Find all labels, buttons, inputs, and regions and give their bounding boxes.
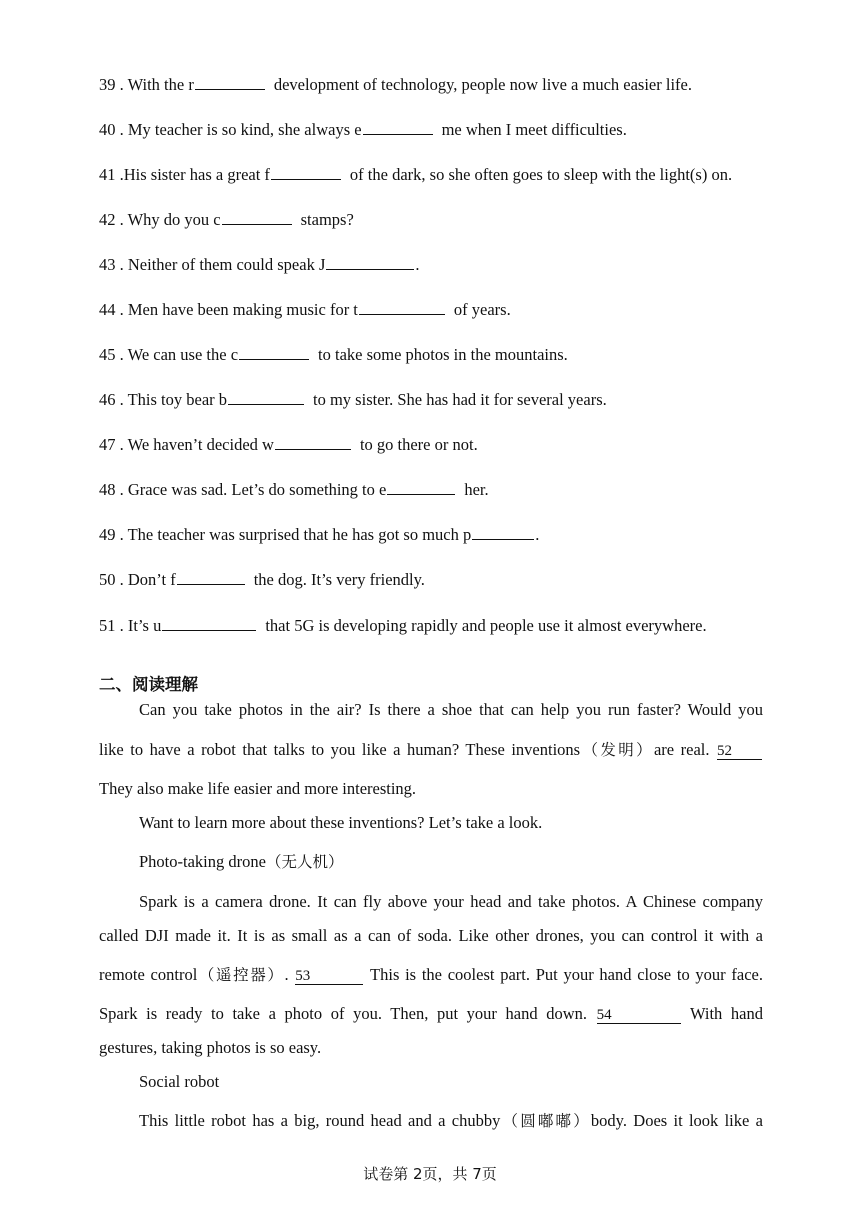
answer-blank[interactable] <box>387 479 455 495</box>
passage-line: like to have a robot that talks to you like a human? These inventions（发明）are real. 52 <box>99 739 763 761</box>
answer-blank[interactable] <box>271 164 341 180</box>
question-43: 43 . Neither of them could speak J . <box>99 255 420 274</box>
answer-blank[interactable] <box>472 524 534 540</box>
passage-line: gestures, taking photos is so easy. <box>99 1038 322 1057</box>
question-42: 42 . Why do you c stamps? <box>99 210 354 229</box>
question-50: 50 . Don’t f the dog. It’s very friendly. <box>99 570 425 589</box>
subheading-drone: Photo-taking drone（无人机） <box>139 852 344 871</box>
blank-54[interactable]: 54 <box>597 1008 681 1024</box>
passage-line: They also make life easier and more interesting. <box>99 779 417 798</box>
blank-53[interactable]: 53 <box>295 969 363 985</box>
question-40: 40 . My teacher is so kind, she always e me when I meet difficulties. <box>99 120 627 139</box>
answer-blank[interactable] <box>222 209 292 225</box>
answer-blank[interactable] <box>228 389 304 405</box>
passage-line: This little robot has a big, round head and a chubby（圆嘟嘟）body. Does it look like a <box>139 1111 763 1130</box>
subheading-robot: Social robot <box>139 1072 220 1091</box>
question-45: 45 . We can use the c to take some photos in the mountains. <box>99 345 568 364</box>
question-44: 44 . Men have been making music for t of years. <box>99 300 511 319</box>
answer-blank[interactable] <box>177 569 245 585</box>
question-48: 48 . Grace was sad. Let’s do something to e her. <box>99 480 489 499</box>
answer-blank[interactable] <box>363 119 433 135</box>
blank-52[interactable]: 52 <box>717 744 762 760</box>
passage-line: Want to learn more about these inventions? Let’s take a look. <box>139 813 543 832</box>
passage-line: called DJI made it. It is as small as a can of soda. Like other drones, you can control it with a <box>99 926 763 945</box>
question-41: 41 .His sister has a great f of the dark, so she often goes to sleep with the light(s) on. <box>99 165 733 184</box>
passage-line: Spark is ready to take a photo of you. Then, put your hand down. 54 With hand <box>99 1004 763 1023</box>
question-46: 46 . This toy bear b to my sister. She has had it for several years. <box>99 390 607 409</box>
page-footer: 试卷第 2页，共 7页 <box>363 1165 497 1183</box>
answer-blank[interactable] <box>162 615 256 631</box>
question-47: 47 . We haven’t decided w to go there or not. <box>99 435 478 454</box>
answer-blank[interactable] <box>275 434 351 450</box>
passage-line: remote control（遥控器）. 53 This is the coolest part. Put your hand close to your face. <box>99 965 763 984</box>
answer-blank[interactable] <box>326 254 414 270</box>
answer-blank[interactable] <box>359 299 445 315</box>
passage-line: Spark is a camera drone. It can fly above your head and take photos. A Chinese company <box>139 892 763 911</box>
question-51: 51 . It’s u that 5G is developing rapidly and people use it almost everywhere. <box>99 616 707 635</box>
answer-blank[interactable] <box>239 344 309 360</box>
question-39: 39 . With the r development of technology, people now live a much easier life. <box>99 75 692 94</box>
question-49: 49 . The teacher was surprised that he has got so much p . <box>99 525 540 544</box>
section-title: 二、阅读理解 <box>99 675 198 694</box>
answer-blank[interactable] <box>195 74 265 90</box>
passage-line: Can you take photos in the air? Is there a shoe that can help you run faster? Would you <box>139 700 763 719</box>
